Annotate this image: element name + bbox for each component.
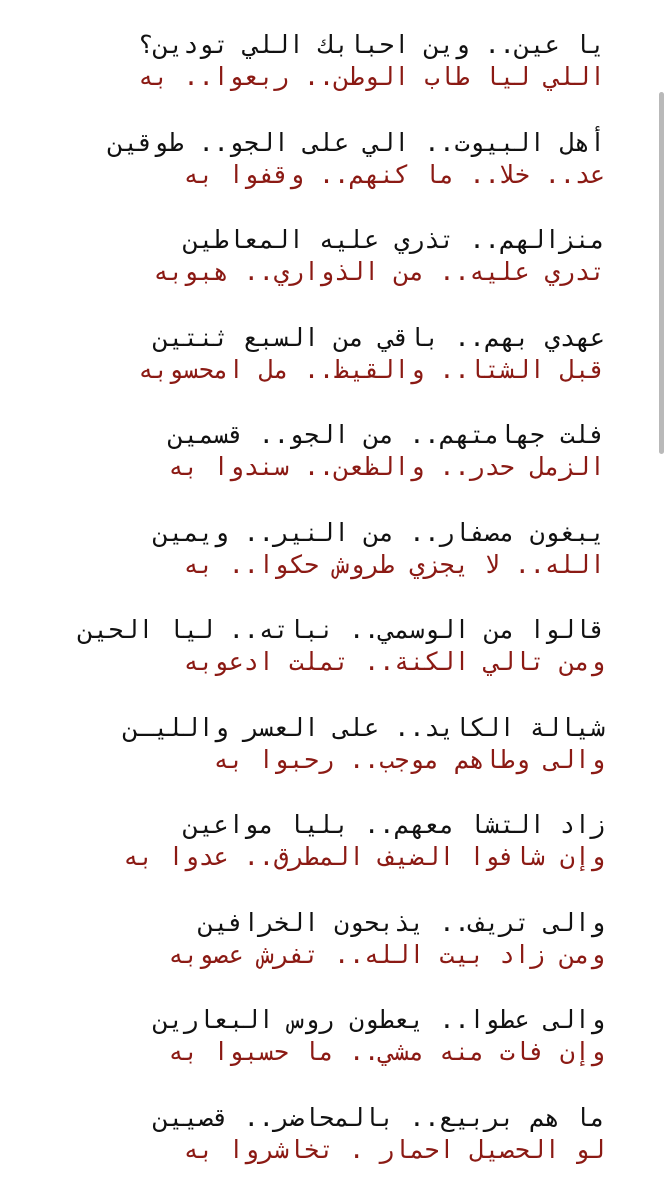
stanza — [25, 1003, 605, 1101]
verse-first-half: زاد التشا معهم.. بليا مواعين — [183, 810, 605, 839]
verse-second-half: الله.. لا يجزي طروش حكوا.. به — [183, 549, 605, 579]
verse-second-half: لو الحصيل احمار . تخاشروا به — [183, 1134, 605, 1164]
stanza — [25, 516, 605, 614]
stanza — [25, 1101, 605, 1199]
stanza — [25, 906, 605, 1004]
verse-second-half: وإن شافوا الضيف المطرق.. عدوا به — [123, 842, 605, 871]
verse-second-half: وإن فات منه مشي.. ما حسبوا به — [168, 1037, 605, 1066]
poem — [25, 28, 605, 1198]
verse-second-half: عد.. خلا.. ما كنهم.. وقفوا به — [183, 159, 605, 189]
verse-second-half: اللي ليا طاب الوطن.. ربعوا.. به — [138, 62, 605, 91]
verse-first-half: أهل البيوت.. الي على الجو.. طوقين — [108, 127, 605, 157]
verse-second-half: تدري عليه.. من الذواري.. هبوبه — [153, 257, 605, 286]
verse-second-half: ومن زاد بيت الله.. تفرش عصوبه — [168, 939, 605, 969]
verse-second-half: والى وطاهم موجب.. رحبوا به — [213, 744, 605, 774]
verse-first-half: والى عطوا.. يعطون روس البعارين — [153, 1005, 605, 1034]
scrollbar[interactable] — [657, 0, 667, 1199]
verse-first-half: يا عين.. وين احبابك اللي تودين؟ — [138, 30, 605, 59]
stanza — [25, 321, 605, 419]
verse-first-half: يبغون مصفار.. من النير.. ويمين — [153, 517, 605, 547]
stanza — [25, 126, 605, 224]
verse-first-half: والى تريف.. يذبحون الخرافين — [198, 907, 605, 937]
verse-second-half: قبل الشتا.. والقيظ.. مل امحسوبه — [138, 354, 605, 384]
stanza — [25, 418, 605, 516]
stanza — [25, 808, 605, 906]
stanza — [25, 613, 605, 711]
stanza — [25, 28, 605, 126]
verse-first-half: منزالهم.. تذري عليه المعاطين — [183, 225, 605, 254]
verse-first-half: فلت جهامتهم.. من الجو.. قسمين — [168, 420, 605, 449]
scrollbar-thumb[interactable] — [659, 92, 664, 454]
verse-first-half: شيالة الكايد.. على العسر والليـن — [123, 712, 605, 742]
stanza — [25, 223, 605, 321]
stanza — [25, 711, 605, 809]
verse-first-half: ما هم بربيع.. بالمحاضر.. قصيين — [153, 1102, 605, 1132]
verse-first-half: قالوا من الوسمي.. نباته.. ليا الحين — [78, 615, 605, 644]
verse-first-half: عهدي بهم.. باقي من السبع ثنتين — [153, 322, 605, 352]
verse-second-half: الزمل حدر.. والظعن.. سندوا به — [168, 452, 605, 481]
verse-second-half: ومن تالي الكنة.. تملت ادعوبه — [183, 647, 605, 676]
